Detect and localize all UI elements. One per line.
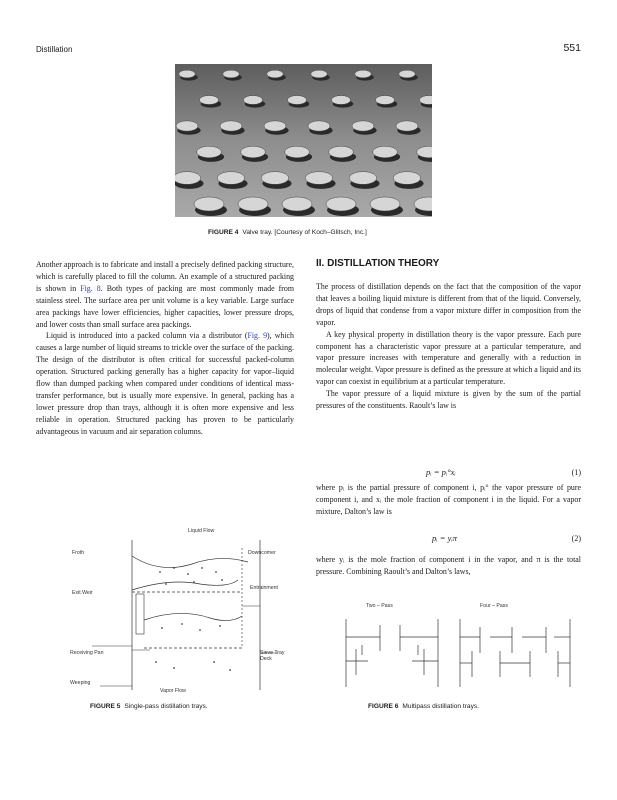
valve-cap	[375, 96, 394, 105]
figure5-label: FIGURE 5	[90, 703, 121, 710]
figure5-diagram	[70, 528, 300, 698]
valve-cap	[370, 197, 400, 211]
valve-cap	[179, 70, 196, 78]
multipass-tray-drawing	[340, 601, 580, 696]
equation-1	[426, 467, 456, 477]
label-two-pass: Two – Pass	[366, 603, 393, 609]
valve-cap	[349, 172, 376, 185]
right-paragraph-4: where pᵢ is the partial pressure of component i, pᵢ° the vapor pressure of pure component i, and xᵢ the mole fraction of component i in the liquid. For a vapor mixture, Dalton’s law is	[316, 483, 581, 516]
valve-cap	[176, 121, 198, 131]
left-paragraph-2: Liquid is introduced into a packed column via a distributor (Fig. 9), which causes a large number of liquid streams to trickle over the surface of the packing. The design of the distributor is often critical for successful packed-column operation. Structured packing generally has a higher capacity for vapor–liquid flow than dumped packing when compared under conditions of identical mass-transfer performance, but is usually more expensive. In general, packing has a lower pressure drop than trays, although it is often more expensive and less reliable in operation. Structured packing has proven to be particularly advantageous in vacuum and air separation columns.	[36, 331, 294, 436]
valve-cap	[261, 172, 288, 185]
valve-cap	[352, 121, 374, 131]
valve-cap	[220, 121, 242, 131]
label-four-pass: Four – Pass	[480, 603, 508, 609]
eq2-lhs: pᵢ	[432, 533, 438, 543]
eq2-rhs: = yᵢπ	[439, 533, 457, 543]
figure4-caption-text: Valve tray. [Courtesy of Koch–Glitsch, Inc.]	[242, 229, 367, 236]
figure6-caption	[368, 703, 479, 710]
label-weeping: Weeping	[70, 680, 91, 686]
valve-cap	[197, 146, 222, 157]
figure6-label: FIGURE 6	[368, 703, 399, 710]
figure5-caption-text: Single-pass distillation trays.	[124, 703, 208, 710]
valve-cap	[396, 121, 418, 131]
page-number: 551	[563, 42, 581, 54]
valve-cap	[311, 70, 328, 78]
valve-cap	[267, 70, 284, 78]
valve-cap	[194, 197, 224, 211]
valve-cap	[282, 197, 312, 211]
right-paragraph-2: A key physical property in distillation theory is the vapor pressure. Each pure component has a characteristic vapor pressure at a particular temperature, and vapor pressure increases with temperature and generally with a reduction in molecular weight. Vapor pressure is defined as the pressure at which a liquid and its vapor can coexist in equilibrium at a particular temperature.	[316, 329, 581, 387]
valve-cap	[285, 146, 310, 157]
right-paragraph-1: The process of distillation depends on the fact that the composition of the vapor that leaves a boiling liquid mixture is different from that of the liquid. Conversely, drops of liquid that condense from a vapor mixture differ in composition from the vapor.	[316, 282, 581, 327]
valve-tray-photo	[175, 64, 432, 217]
label-sieve-tray-deck: Sieve Tray Deck	[260, 650, 285, 662]
valve-cap	[238, 197, 268, 211]
eq1-lhs: pᵢ	[426, 467, 432, 477]
valve-cap	[199, 96, 218, 105]
figure4-label: FIGURE 4	[208, 229, 239, 236]
valve-cap	[329, 146, 354, 157]
valve-cap	[241, 146, 266, 157]
section-heading: II. DISTILLATION THEORY	[316, 258, 440, 269]
valve-cap	[355, 70, 372, 78]
equation-2	[432, 533, 457, 543]
valve-cap	[399, 70, 416, 78]
right-paragraph-5: where yᵢ is the mole fraction of component i in the vapor, and π is the total pressure. Combining Raoult’s and Dalton’s laws,	[316, 555, 581, 576]
valve-cap	[287, 96, 306, 105]
left-paragraph-1: Another approach is to fabricate and install a precisely defined packing structure, which is carefully placed to fill the column. An example of a structured packing is shown in Fig. 8. Both types of packing are most commonly made from stainless steel. The surface area per unit volume is a key variable. Large surface area packings have lower efficiencies, higher capacities, lower pressure drops, and lower costs than small surface area packings.	[36, 260, 294, 329]
left-column	[36, 259, 294, 438]
valve-cap	[223, 70, 240, 78]
valve-cap	[264, 121, 286, 131]
label-liquid-flow: Liquid Flow	[188, 528, 215, 534]
valve-cap	[393, 172, 420, 185]
valve-cap	[243, 96, 262, 105]
figure5-caption	[90, 703, 208, 710]
right-column-mid	[316, 482, 581, 518]
figure6-caption-text: Multipass distillation trays.	[402, 703, 480, 710]
valve-cap	[331, 96, 350, 105]
right-column-top	[316, 281, 581, 412]
valve-cap	[308, 121, 330, 131]
label-froth: Froth	[72, 550, 85, 556]
valve-cap	[326, 197, 356, 211]
valve-cap	[373, 146, 398, 157]
label-downcomer: Downcomer	[248, 550, 276, 556]
valve-cap	[305, 172, 332, 185]
equation-1-number: (1)	[571, 468, 581, 477]
running-title: Distillation	[36, 45, 73, 54]
fig9-link[interactable]: Fig. 9	[247, 331, 268, 341]
eq1-rhs: = pᵢ°xᵢ	[433, 467, 456, 477]
fig8-link[interactable]: Fig. 8	[80, 283, 101, 293]
valve-cap	[175, 172, 201, 185]
label-exit-weir: Exit Weir	[72, 590, 93, 596]
equation-2-number: (2)	[571, 534, 581, 543]
figure4-caption	[208, 229, 367, 236]
valve-cap	[217, 172, 244, 185]
label-vapor-flow: Vapor Flow	[160, 688, 186, 694]
right-paragraph-3: The vapor pressure of a liquid mixture is given by the sum of the partial pressures of the constituents. Raoult’s law is	[316, 389, 581, 411]
label-entrainment: Entrainment	[250, 585, 278, 591]
label-receiving-pan: Receiving Pan	[70, 650, 104, 656]
right-column-bottom	[316, 554, 581, 578]
figure6-diagram	[340, 601, 580, 696]
valve-tray-illustration	[175, 64, 432, 217]
